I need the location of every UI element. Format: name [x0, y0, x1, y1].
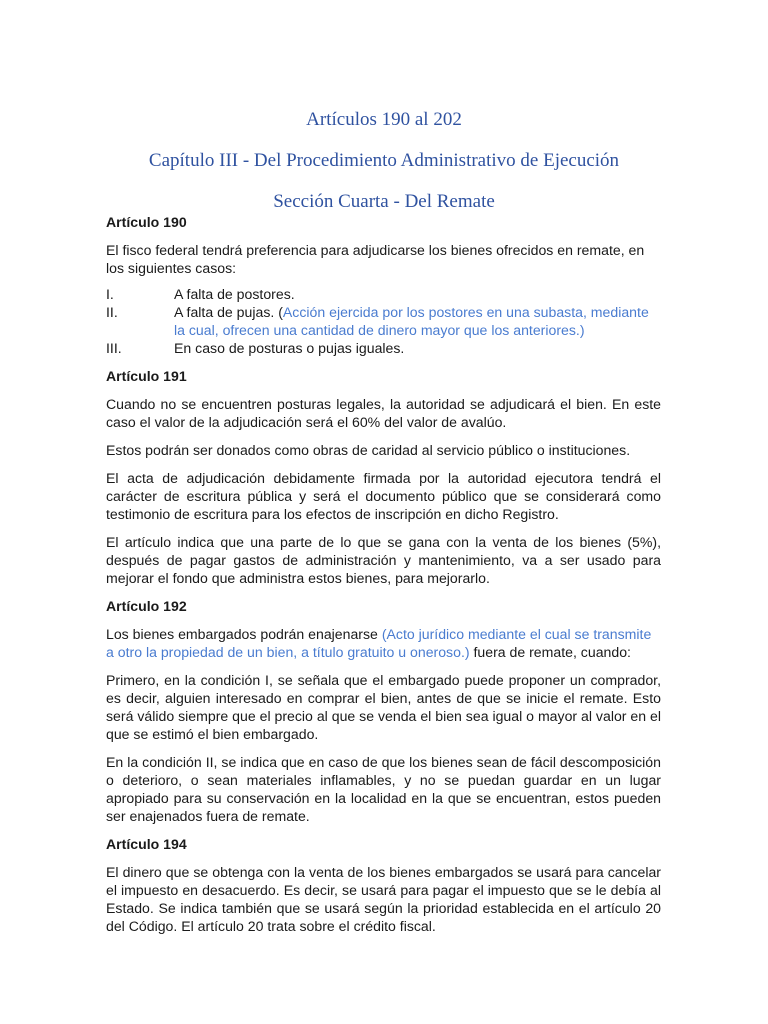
article-192-paragraph: Los bienes embargados podrán enajenarse (Acto jurídico mediante el cual se transmite a otro la propiedad de un bien, a título gratuito u oneroso.) fuera de remate, cuando: [106, 626, 652, 660]
article-191-heading: Artículo 191 [106, 368, 187, 384]
article-191-paragraph: El artículo indica que una parte de lo que se gana con la venta de los bienes (5%), después de pagar gastos de administración y mantenimiento, va a ser usado para mejorar el fondo que administra estos bienes, para mejorarlo. [106, 534, 661, 586]
article-190-heading: Artículo 190 [106, 214, 187, 230]
section-title: Sección Cuarta - Del Remate [273, 191, 495, 212]
list-item-text: A falta de postores. [174, 286, 295, 302]
document-title: Artículos 190 al 202 [306, 109, 462, 130]
document-body [106, 213, 661, 945]
list-item-number: III. [106, 340, 122, 356]
list-item-number: I. [106, 286, 114, 302]
article-191-paragraph: El acta de adjudicación debidamente firmada por la autoridad ejecutora tendrá el carácter de escritura pública y será el documento público que se considerará como testimonio de escritura para los efectos de inscripción en dicho Registro. [106, 470, 661, 522]
chapter-title: Capítulo III - Del Procedimiento Administrativo de Ejecución [148, 150, 620, 171]
list-item-number: II. [106, 304, 118, 320]
article-192-paragraph: Primero, en la condición I, se señala que el embargado puede proponer un comprador, es decir, alguien interesado en comprar el bien, antes de que se inicie el remate. Esto será válido siempre que el precio al que se venda el bien sea igual o mayor al valor en el que se estimó el bien embargado. [106, 672, 661, 742]
list-item-text: A falta de pujas. (Acción ejercida por los postores en una subasta, mediante la cual, ofrecen una cantidad de dinero mayor que los anteriores.) [174, 304, 649, 338]
article-191-paragraph: Cuando no se encuentren posturas legales, la autoridad se adjudicará el bien. En este caso el valor de la adjudicación será el 60% del valor de avalúo. [106, 396, 661, 430]
article-192-heading: Artículo 192 [106, 598, 187, 614]
list-item [106, 339, 661, 357]
article-190-list [106, 285, 661, 357]
article-194-heading: Artículo 194 [106, 836, 187, 852]
list-item [106, 303, 661, 339]
article-194-paragraph: El dinero que se obtenga con la venta de los bienes embargados se usará para cancelar el impuesto en desacuerdo. Es decir, se usará para pagar el impuesto que se le debía al Estado. Se indica también que se usará según la prioridad establecida en el artículo 20 del Código. El artículo 20 trata sobre el crédito fiscal. [106, 864, 661, 934]
definition-note: Acción ejercida por los postores en una subasta, mediante la cual, ofrecen una cantidad de dinero mayor que los anteriores.) [174, 304, 649, 338]
article-192-paragraph: En la condición II, se indica que en caso de que los bienes sean de fácil descomposición o deterioro, o sean materiales inflamables, y no se puedan guardar en un lugar apropiado para su conservación en la localidad en la que se encuentran, estos pueden ser enajenados fuera de remate. [106, 754, 661, 824]
article-191-paragraph: Estos podrán ser donados como obras de caridad al servicio público o instituciones. [106, 442, 631, 458]
list-item [106, 285, 661, 303]
definition-note: (Acto jurídico mediante el cual se transmite a otro la propiedad de un bien, a título gratuito u oneroso.) [106, 626, 652, 660]
list-item-text: En caso de posturas o pujas iguales. [174, 340, 405, 356]
article-190-intro: El fisco federal tendrá preferencia para adjudicarse los bienes ofrecidos en remate, en los siguientes casos: [106, 242, 645, 276]
